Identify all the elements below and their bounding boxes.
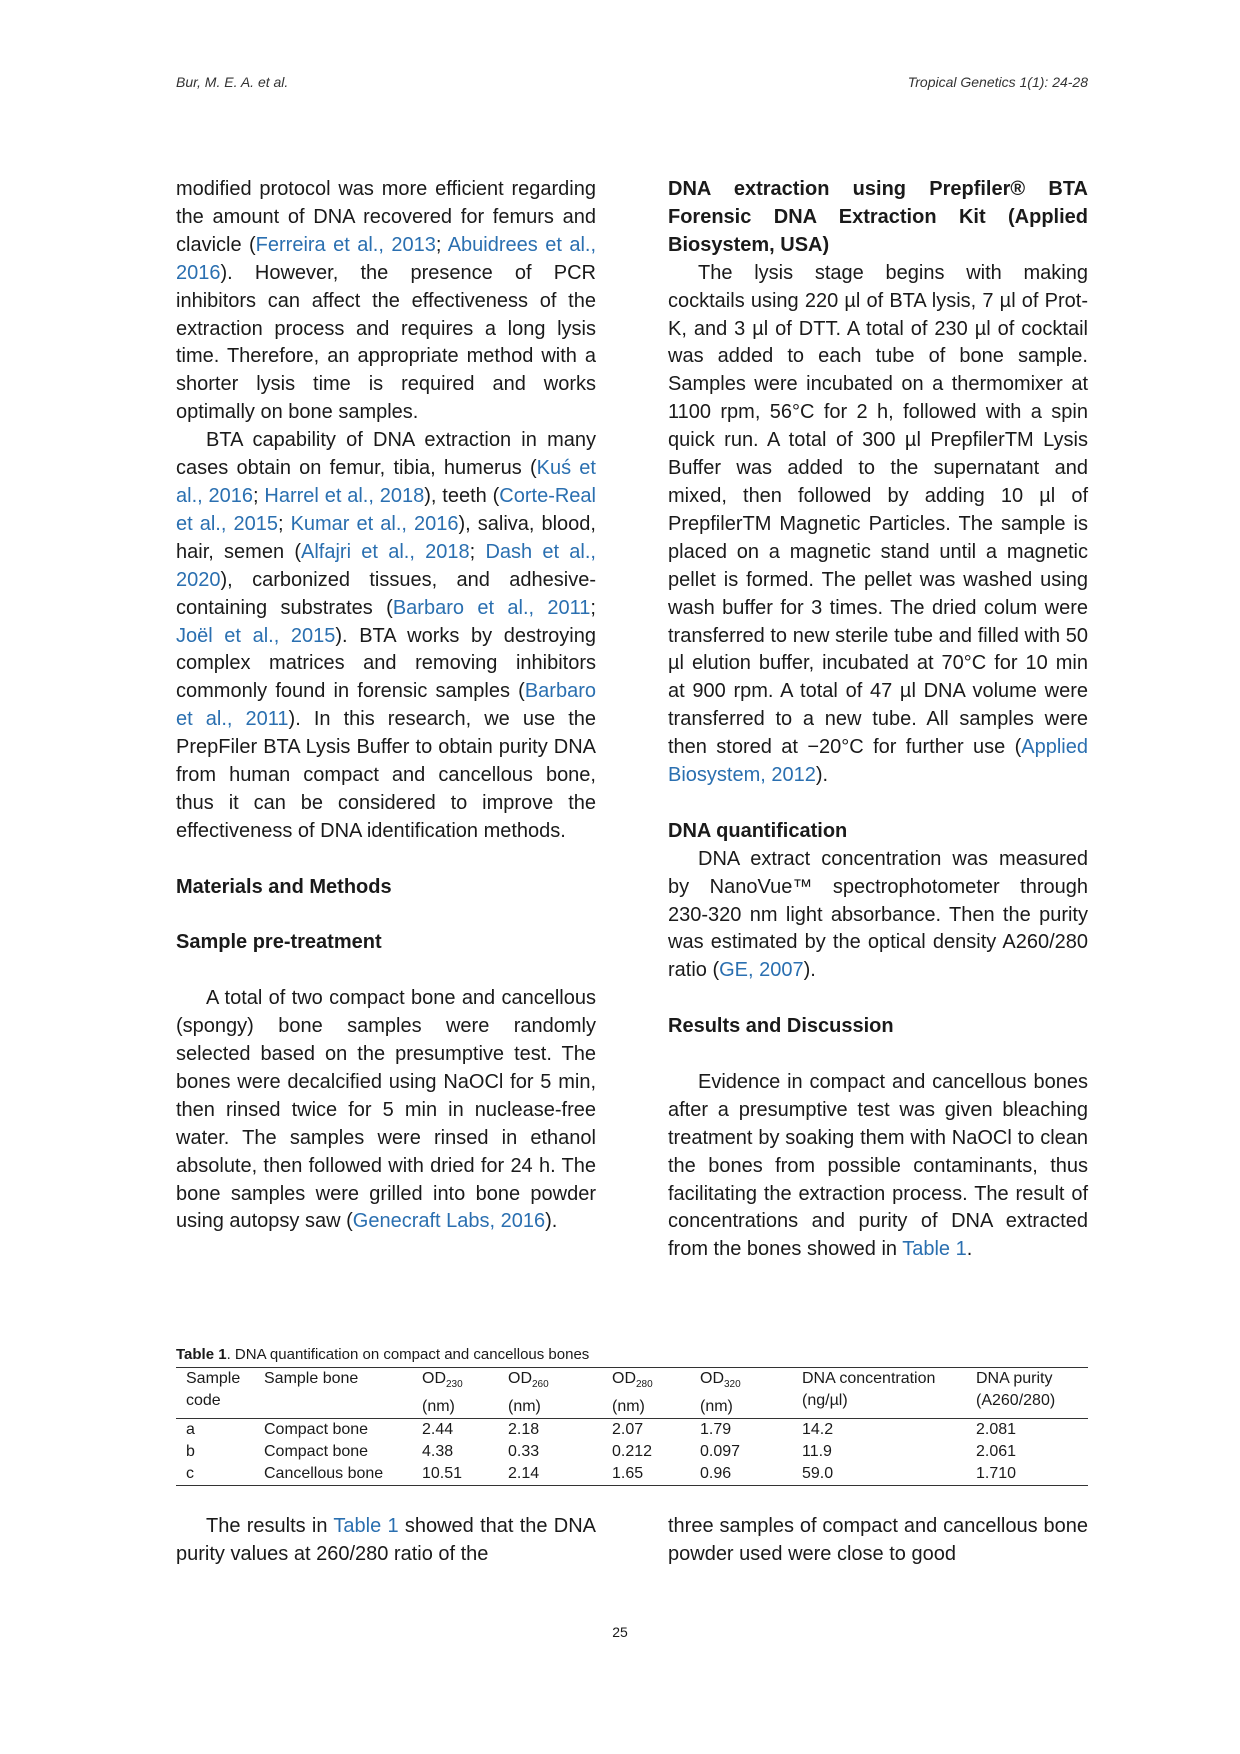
cell-sample-code: c	[176, 1463, 254, 1486]
text: ). However, the presence of PCR inhibitors can affect the effectiveness of the extraction process and requires a long lysis time. Therefore, an appropriate method with a shorter lysis time is required and works optimally on bone samples.	[176, 261, 596, 424]
header-sample-bone: Sample bone	[254, 1368, 412, 1419]
header-od320: $OD_{320}$ (nm)	[690, 1368, 792, 1419]
text: .	[966, 1238, 973, 1261]
header-od260: $OD_{260}$ (nm)	[498, 1368, 602, 1419]
table-reference-link[interactable]: Table 1	[902, 1238, 967, 1261]
results-continuation-right: three samples of compact and cancellous bone powder used were close to good	[668, 1515, 1088, 1565]
table-row	[176, 1463, 1088, 1486]
caption-label: Table 1	[176, 1346, 227, 1363]
citation-harrel[interactable]: Harrel et al., 2018	[264, 484, 425, 507]
citation-ferreira[interactable]: Ferreira et al., 2013	[255, 233, 436, 256]
header-dna-concentration: DNA concentration (ng/µl)	[792, 1368, 966, 1419]
extraction-paragraph	[668, 260, 1088, 790]
text: The results in	[206, 1515, 334, 1537]
subsection-heading-quantification: DNA quantification	[668, 819, 848, 842]
cell-od280: 1.65	[602, 1463, 690, 1486]
cell-od280: 2.07	[612, 1421, 644, 1439]
text: ;	[590, 596, 596, 619]
text: ).	[815, 764, 829, 787]
results-paragraph	[668, 1069, 1088, 1264]
quantification-table	[176, 1367, 1088, 1486]
text: ). In this research, we use the PrepFiler BTA Lysis Buffer to obtain purity DNA from human compact and cancellous bone, thus it can be considered to improve the effectiveness of DNA identification methods.	[176, 708, 597, 842]
text: ), teeth (	[424, 484, 500, 507]
citation-applied-biosystem[interactable]: Applied Biosystem, 2012	[668, 736, 1088, 787]
text: modified protocol was more efficient regarding the amount of DNA recovered for femurs and clavicle (	[176, 178, 596, 256]
cell-od280: 0.212	[612, 1443, 653, 1461]
spacer	[668, 790, 1088, 818]
cell-od260: 2.14	[498, 1463, 602, 1486]
left-column	[176, 176, 596, 1236]
results-continuation-paragraph	[176, 1513, 596, 1569]
text: ), carbonized tissues, and adhesive-containing substrates (	[176, 568, 596, 619]
header-od230: $OD_{230}$ (nm)	[412, 1368, 498, 1419]
citation-kumar[interactable]: Kumar et al., 2016	[290, 512, 459, 535]
table-header-row	[176, 1368, 1088, 1419]
text: ).	[803, 959, 816, 982]
table-1	[176, 1345, 1088, 1486]
cell-od320: 1.79	[700, 1421, 732, 1439]
pretreatment-paragraph	[176, 985, 596, 1236]
text: ).	[545, 1210, 558, 1233]
bottom-left-text	[176, 1513, 596, 1569]
text: BTA capability of DNA extraction in many cases obtain on femur, tibia, humerus (	[176, 429, 596, 480]
text: Evidence in compact and cancellous bones after a presumptive test was given bleaching treatment by soaking them with NaOCl to clean the bones from possible contaminants, thus facilitating the extraction process. The result of concentrations and purity of DNA extracted from the bones showed in	[668, 1070, 1088, 1261]
spacer	[176, 957, 596, 985]
cell-od230: 4.38	[422, 1443, 454, 1461]
cell-concentration: 59.0	[792, 1463, 966, 1486]
citation-kus[interactable]: Kuś et al., 2016	[176, 457, 596, 507]
text: ;	[469, 540, 486, 563]
intro-paragraph	[176, 176, 596, 427]
subsection-heading-extraction: DNA extraction using Prepfiler® BTA Forensic DNA Extraction Kit (Applied Biosystem, USA)	[668, 178, 1088, 256]
cell-sample-bone: Compact bone	[264, 1421, 369, 1439]
cell-purity: 2.081	[976, 1421, 1017, 1439]
citation-barbaro-2[interactable]: Barbaro et al., 2011	[176, 680, 596, 731]
quantification-paragraph	[668, 846, 1088, 986]
citation-dash[interactable]: Dash et al., 2020	[176, 540, 596, 591]
text: A total of two compact bone and cancellous (spongy) bone samples were randomly selected based on the presumptive test. The bones were decalcified using NaOCl for 5 min, then rinsed twice for 5 min in nuclease-free water. The samples were rinsed in ethanol absolute, then followed with dried for 24 h. The bone samples were grilled into bone powder using autopsy saw (	[176, 987, 596, 1233]
subsection-heading-pretreatment: Sample pre-treatment	[176, 931, 382, 954]
citation-corte-real[interactable]: Corte-Real et al., 2015	[176, 484, 596, 535]
bottom-right-text	[668, 1513, 1088, 1569]
table-row	[176, 1441, 1088, 1463]
cell-purity: 1.710	[966, 1463, 1088, 1486]
page-number: 25	[612, 1624, 628, 1640]
citation-abuidrees[interactable]: Abuidrees et al., 2016	[176, 233, 596, 284]
right-column	[668, 176, 1088, 1264]
citation-genecraft[interactable]: Genecraft Labs, 2016	[352, 1210, 546, 1233]
header-od280: $OD_{280}$ (nm)	[602, 1368, 690, 1419]
cell-sample-code: b	[186, 1443, 195, 1461]
citation-barbaro[interactable]: Barbaro et al., 2011	[392, 596, 591, 619]
citation-ge[interactable]: GE, 2007	[719, 959, 804, 982]
cell-od320: 0.96	[690, 1463, 792, 1486]
caption-text: . DNA quantification on compact and cancellous bones	[226, 1346, 590, 1363]
text: ). BTA works by destroying complex matrices and removing inhibitors commonly found in forensic samples (	[176, 624, 596, 703]
text: showed that the DNA purity values at 260/280 ratio of the	[176, 1515, 596, 1565]
cell-sample-bone: Cancellous bone	[254, 1463, 412, 1486]
cell-sample-code: a	[186, 1421, 195, 1439]
text: ), saliva, blood, hair, semen (	[176, 512, 596, 563]
cell-od320: 0.097	[700, 1443, 741, 1461]
table-row	[176, 1419, 1088, 1442]
text: ;	[253, 484, 265, 507]
table-caption	[176, 1345, 1088, 1365]
bta-paragraph	[176, 427, 596, 846]
header-dna-purity: DNA purity (A260/280)	[966, 1368, 1088, 1419]
section-heading-results: Results and Discussion	[668, 1015, 894, 1038]
section-heading-methods: Materials and Methods	[176, 875, 392, 898]
cell-purity: 2.061	[976, 1443, 1017, 1461]
header-sample-code: Sample code	[176, 1368, 254, 1419]
text: ;	[435, 233, 448, 256]
spacer	[176, 846, 596, 874]
cell-od230: 10.51	[412, 1463, 498, 1486]
cell-sample-bone: Compact bone	[264, 1443, 369, 1461]
cell-concentration: 14.2	[802, 1421, 834, 1439]
cell-od260: 0.33	[508, 1443, 540, 1461]
table-reference-link[interactable]: Table 1	[333, 1515, 399, 1537]
citation-joel[interactable]: Joël et al., 2015	[176, 624, 336, 647]
running-header-authors: Bur, M. E. A. et al.	[176, 74, 289, 90]
text: The lysis stage begins with making cocktails using 220 µl of BTA lysis, 7 µl of Prot-K, and 3 µl of DTT. A total of 230 µl of cocktail was added to each tube of bone sample. Samples were incubated on a thermomixer at 1100 rpm, 56°C for 2 h, followed with a spin quick run. A total of 300 µl PrepfilerTM Lysis Buffer was added to the supernatant and mixed, then followed by adding 10 µl of PrepfilerTM Magnetic Particles. The sample is placed on a magnetic stand until a magnetic pellet is formed. The pellet was washed using wash buffer for 3 times. The dried colum were transferred to new sterile tube and filled with 50 µl elution buffer, incubated at 70°C for 10 min at 900 rpm. A total of 47 µl DNA volume were transferred to a new tube. All samples were then stored at −20°C for further use (	[668, 261, 1088, 759]
cell-concentration: 11.9	[802, 1443, 832, 1461]
cell-od230: 2.44	[422, 1421, 454, 1439]
spacer	[668, 985, 1088, 1013]
citation-alfajri[interactable]: Alfajri et al., 2018	[301, 540, 470, 563]
spacer	[176, 902, 596, 930]
text: DNA extract concentration was measured by NanoVue™ spectrophotometer through 230-320 nm light absorbance. Then the purity was estimated by the optical density A260/280 ratio (	[668, 847, 1088, 982]
spacer	[668, 1041, 1088, 1069]
text: ;	[277, 512, 291, 535]
running-header-journal: Tropical Genetics 1(1): 24-28	[907, 74, 1088, 90]
cell-od260: 2.18	[508, 1421, 540, 1439]
